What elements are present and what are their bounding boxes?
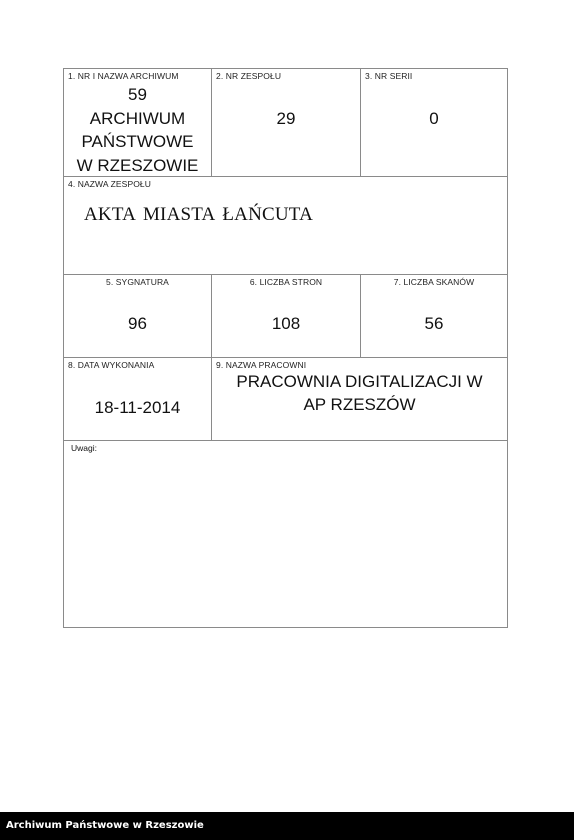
workshop-name-line-1: PRACOWNIA DIGITALIZACJI W [236, 372, 483, 391]
signature-cell [64, 275, 212, 357]
series-number-value: 0 [429, 109, 439, 128]
series-number-cell [361, 69, 507, 176]
form-row-1 [64, 69, 507, 177]
date-cell [64, 358, 212, 440]
fond-name-label: 4. NAZWA ZESPOŁU [68, 179, 151, 189]
signature-value: 96 [128, 314, 147, 333]
signature-label: 5. SYGNATURA [106, 277, 169, 287]
archive-number: 59 [128, 85, 147, 104]
scans-count-value: 56 [424, 314, 444, 333]
scans-count-label: 7. LICZBA SKANÓW [393, 277, 475, 287]
form-row-2 [64, 177, 507, 275]
fond-number-value: 29 [276, 109, 296, 128]
pages-count-value: 108 [271, 314, 301, 333]
pages-count-cell [212, 275, 361, 357]
archive-name-line-2: PAŃSTWOWE [81, 132, 194, 151]
fond-number-label: 2. NR ZESPOŁU [216, 71, 282, 81]
fond-number-cell [212, 69, 361, 176]
series-number-label: 3. NR SERII [365, 71, 413, 81]
archive-cell [64, 69, 212, 176]
fond-name-value: AKTA MIASTA ŁAŃCUTA [84, 204, 314, 225]
archive-name-line-1: ARCHIWUM [89, 108, 186, 128]
form-row-3 [64, 275, 507, 358]
workshop-name [212, 370, 507, 416]
notes-label: Uwagi: [71, 443, 97, 453]
metadata-form [63, 68, 508, 628]
archive-label: 1. NR I NAZWA ARCHIWUM [68, 71, 179, 81]
pages-count-label: 6. LICZBA STRON [249, 277, 323, 287]
archive-name [64, 83, 211, 177]
form-row-4 [64, 358, 507, 441]
footer-bar [0, 812, 574, 840]
footer-text: Archiwum Państwowe w Rzeszowie [6, 820, 204, 831]
scans-count-cell [361, 275, 507, 357]
workshop-label: 9. NAZWA PRACOWNI [216, 360, 307, 370]
workshop-name-line-2: AP RZESZÓW [303, 395, 416, 414]
workshop-cell [212, 358, 507, 440]
archive-name-line-3: W RZESZOWIE [76, 155, 199, 175]
date-label: 8. DATA WYKONANIA [68, 360, 155, 370]
date-value: 18-11-2014 [94, 398, 181, 417]
notes-section [64, 441, 507, 627]
